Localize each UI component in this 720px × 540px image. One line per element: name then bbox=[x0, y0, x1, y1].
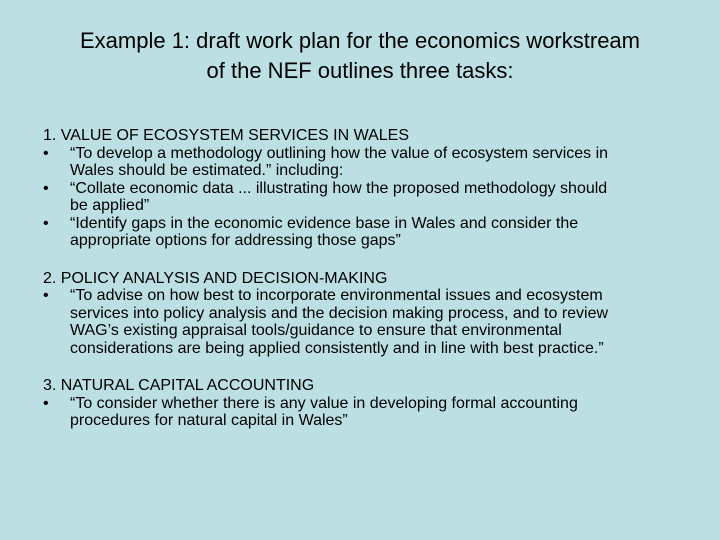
bullet-item bbox=[43, 395, 693, 430]
bullet-item bbox=[43, 215, 693, 250]
bullet-line: considerations are being applied consistently and in line with best practice.” bbox=[70, 339, 604, 357]
bullet-icon: • bbox=[43, 179, 49, 197]
bullet-icon: • bbox=[43, 144, 49, 162]
bullet-line: “To advise on how best to incorporate environmental issues and ecosystem bbox=[70, 287, 603, 304]
bullet-line: Wales should be estimated.” including: bbox=[70, 162, 344, 179]
bullet-icon: • bbox=[43, 394, 49, 412]
bullet-item bbox=[43, 145, 693, 180]
bullet-icon: • bbox=[43, 214, 49, 232]
slide-title-line-1: Example 1: draft work plan for the economics workstream bbox=[79, 28, 640, 53]
task-section-3 bbox=[43, 377, 693, 430]
task-list bbox=[43, 127, 693, 450]
bullet-line: WAG’s existing appraisal tools/guidance to ensure that environmental bbox=[70, 322, 562, 339]
bullet-line: “To develop a methodology outlining how the value of ecosystem services in bbox=[70, 144, 609, 162]
bullet-line: services into policy analysis and the decision making process, and to review bbox=[70, 304, 609, 322]
bullet-line: “Identify gaps in the economic evidence base in Wales and consider the bbox=[70, 214, 579, 232]
bullet-line: appropriate options for addressing those gaps” bbox=[70, 232, 401, 249]
bullet-icon: • bbox=[43, 287, 49, 304]
bullet-line: “Collate economic data ... illustrating how the proposed methodology should bbox=[70, 179, 608, 197]
slide-title-line-2: of the NEF outlines three tasks: bbox=[206, 58, 514, 83]
bullet-line: be applied” bbox=[70, 197, 150, 214]
section-heading: 2. POLICY ANALYSIS AND DECISION-MAKING bbox=[43, 269, 388, 287]
bullet-line: “To consider whether there is any value in developing formal accounting bbox=[70, 394, 578, 412]
slide-title bbox=[0, 26, 720, 86]
bullet-item bbox=[43, 287, 693, 357]
task-section-2 bbox=[43, 270, 693, 358]
bullet-line: procedures for natural capital in Wales” bbox=[70, 412, 348, 429]
bullet-item bbox=[43, 180, 693, 215]
task-section-1 bbox=[43, 127, 693, 250]
section-heading: 1. VALUE OF ECOSYSTEM SERVICES IN WALES bbox=[43, 127, 410, 144]
section-heading: 3. NATURAL CAPITAL ACCOUNTING bbox=[43, 377, 315, 394]
